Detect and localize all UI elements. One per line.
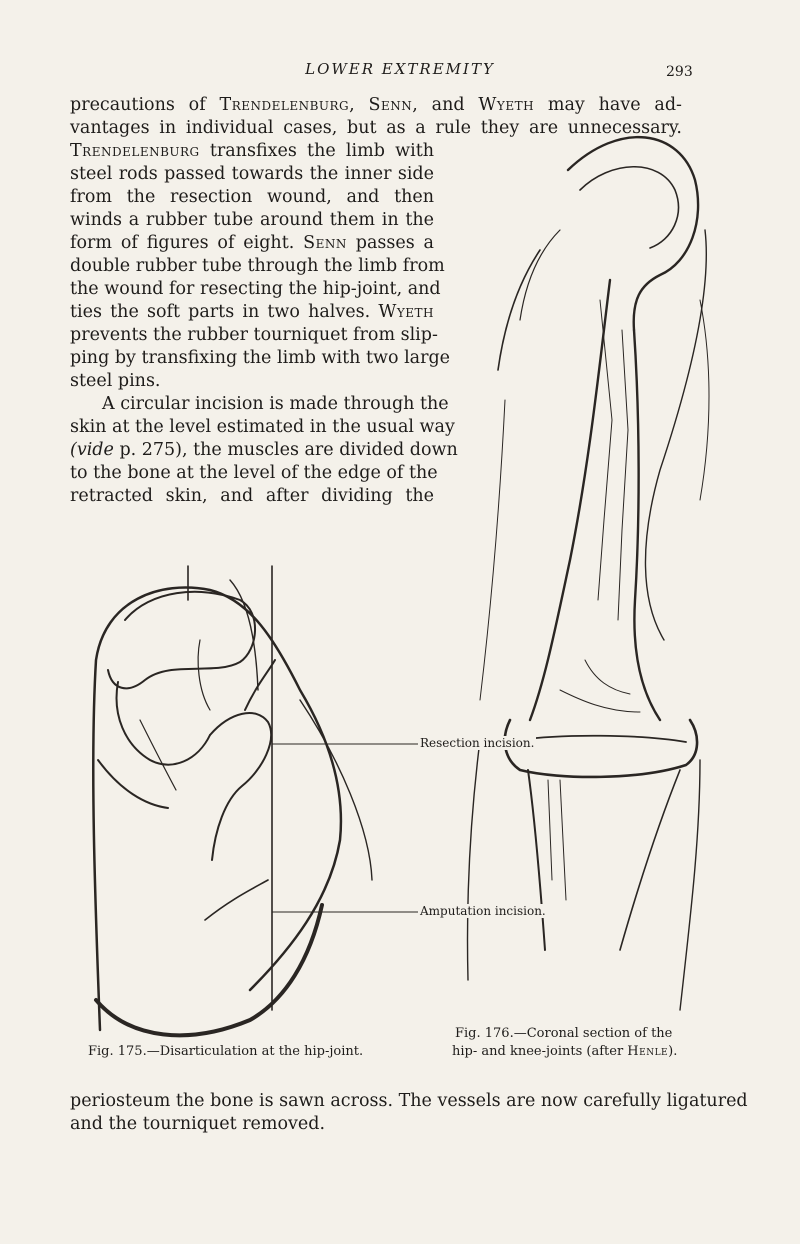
author-name: Senn	[303, 233, 347, 253]
text-line: ties the soft parts in two halves. Wyeth	[70, 302, 434, 322]
text-line: (vide p. 275), the muscles are divided down	[70, 440, 458, 460]
text-line: winds a rubber tube around them in the	[70, 210, 434, 230]
author-name: Trendelenburg	[219, 95, 350, 115]
text-line: periosteum the bone is sawn across. The vessels are now carefully ligatured	[70, 1091, 748, 1111]
text-line: retracted skin, and after dividing the	[70, 486, 434, 506]
running-head: LOWER EXTREMITY	[305, 60, 495, 78]
text-line: prevents the rubber tourniquet from slip-	[70, 325, 438, 345]
text-line: steel rods passed towards the inner side	[70, 164, 434, 184]
text-line: ping by transfixing the limb with two large	[70, 348, 451, 368]
fig175-drawing	[93, 566, 440, 1035]
figure-caption: Fig. 175.—Disarticulation at the hip-joint.	[88, 1044, 364, 1059]
author-name: Senn	[368, 95, 413, 115]
text-line: from the resection wound, and then	[70, 187, 434, 207]
page-number: 293	[666, 64, 693, 80]
author-name: Wyeth	[378, 302, 434, 322]
text-line: double rubber tube through the limb from	[70, 256, 445, 276]
figure-caption: Fig. 176.—Coronal section of the	[455, 1026, 673, 1041]
figure-caption: hip- and knee-joints (after Henle).	[452, 1044, 678, 1059]
author-name: Wyeth	[478, 95, 535, 115]
text-line: vantages in individual cases, but as a rule they are unnecessary.	[70, 118, 682, 138]
text-line: steel pins.	[70, 371, 161, 391]
text-line: skin at the level estimated in the usual way	[70, 417, 455, 437]
text-line: the wound for resecting the hip-joint, and	[70, 279, 441, 299]
author-name: Henle	[627, 1044, 669, 1059]
fig176-drawing	[468, 137, 710, 1010]
amputation-incision-label: Amputation incision.	[420, 904, 546, 918]
text-line: to the bone at the level of the edge of the	[70, 463, 438, 483]
text-line: Trendelenburg transfixes the limb with	[70, 141, 434, 161]
text-line: form of figures of eight. Senn passes a	[70, 233, 434, 253]
text-line: precautions of Trendelenburg, Senn, and Wyeth may have ad-	[70, 95, 682, 115]
text-line: and the tourniquet removed.	[70, 1114, 326, 1134]
resection-incision-label: Resection incision.	[420, 736, 535, 750]
text-line: A circular incision is made through the	[102, 394, 449, 414]
author-name: Trendelenburg	[70, 141, 200, 161]
